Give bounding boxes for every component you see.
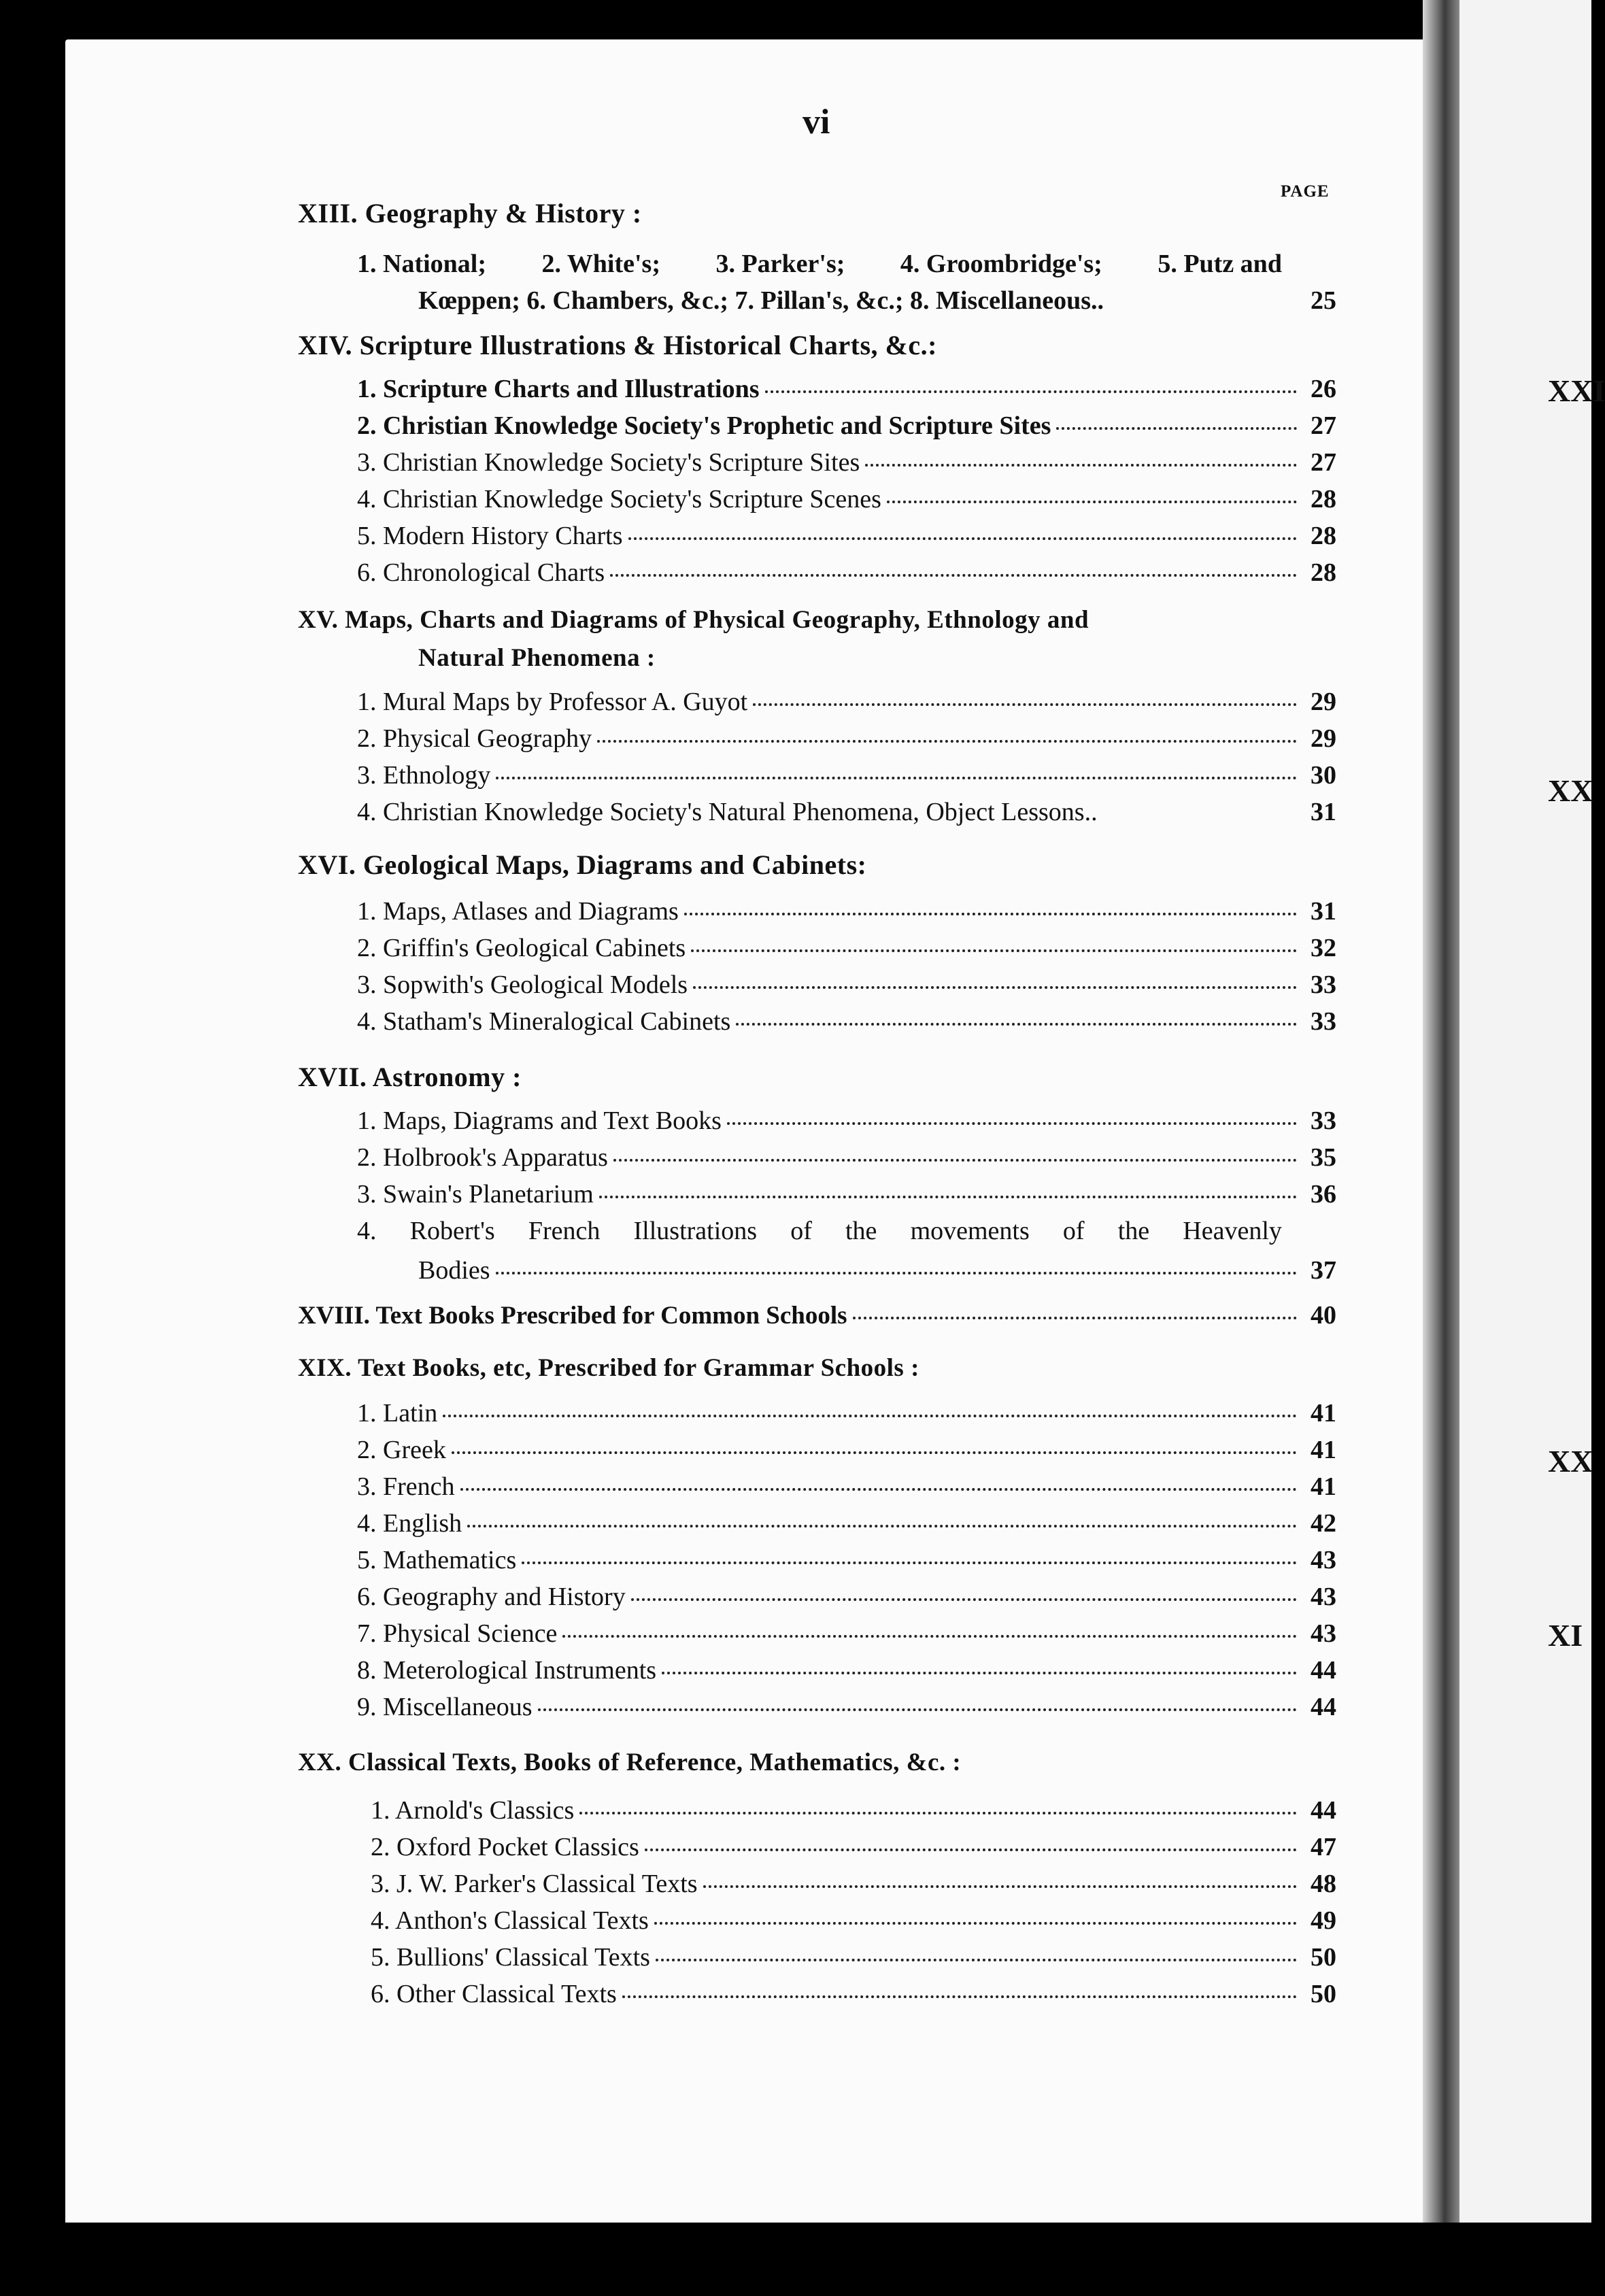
- toc-page-number: 33: [1311, 1107, 1336, 1135]
- dot-leader: [496, 777, 1297, 779]
- toc-entry-label: 1. Scripture Charts and Illustrations: [357, 375, 760, 403]
- toc-entry-label: 1. Maps, Atlases and Diagrams: [357, 897, 679, 926]
- toc-entry-label: 8. Meterological Instruments: [357, 1656, 657, 1685]
- toc-page-number: 33: [1311, 1007, 1336, 1036]
- toc-entry-word: Illustrations: [633, 1217, 758, 1245]
- toc-entry-label: 3. Christian Knowledge Society's Scripture Sites: [357, 448, 860, 477]
- toc-page-number: 32: [1311, 934, 1336, 962]
- toc-entry-label: 2. Oxford Pocket Classics: [371, 1833, 639, 1861]
- toc-entry-label: 3. Swain's Planetarium: [357, 1180, 594, 1209]
- section-heading-continued: Natural Phenomena :: [418, 644, 656, 672]
- toc-entry: [357, 896, 1336, 926]
- toc-entry-part: 2. White's;: [541, 250, 660, 278]
- toc-entry-line: [357, 249, 1282, 279]
- toc-entry: [357, 1619, 1336, 1649]
- toc-entry: [371, 1906, 1336, 1936]
- dot-leader: [496, 1272, 1297, 1274]
- dot-leader: [613, 1159, 1297, 1162]
- dot-leader: [599, 1196, 1297, 1198]
- dot-leader: [622, 1995, 1297, 1998]
- dot-leader: [693, 986, 1297, 989]
- toc-page-number: 31: [1311, 798, 1336, 826]
- toc-page-number: 43: [1311, 1583, 1336, 1611]
- page-column-header: PAGE: [1281, 182, 1330, 201]
- toc-page-number: 27: [1311, 411, 1336, 440]
- toc-page-number: 43: [1311, 1619, 1336, 1648]
- toc-entry-word: Heavenly: [1183, 1217, 1282, 1245]
- dot-leader: [443, 1415, 1297, 1417]
- dot-leader: [645, 1848, 1297, 1851]
- toc-entry: [357, 484, 1336, 514]
- toc-entry-label: 3. J. W. Parker's Classical Texts: [371, 1870, 698, 1898]
- dot-leader: [736, 1023, 1297, 1026]
- toc-page-number: 50: [1311, 1980, 1336, 2008]
- toc-page-number: 40: [1311, 1301, 1336, 1330]
- toc-entry: [418, 1255, 1336, 1285]
- toc-entry-label: 2. Christian Knowledge Society's Prophetic and Scripture Sites: [357, 411, 1051, 440]
- toc-page-number: 42: [1311, 1509, 1336, 1538]
- section-heading: XVI. Geological Maps, Diagrams and Cabinets:: [298, 849, 867, 880]
- toc-entry: [371, 1979, 1336, 2009]
- section-heading: XV. Maps, Charts and Diagrams of Physical Geography, Ethnology and: [298, 606, 1089, 634]
- dot-leader: [597, 740, 1297, 743]
- toc-entry-part: 3. Parker's;: [715, 250, 845, 278]
- toc-entry-label: 1. Mural Maps by Professor A. Guyot: [357, 688, 748, 716]
- adjacent-page-fragment: XXI: [1548, 373, 1605, 408]
- toc-entry: [357, 1106, 1336, 1136]
- toc-entry: [357, 521, 1336, 551]
- toc-entry: [371, 1942, 1336, 1972]
- toc-entry: [357, 1435, 1336, 1465]
- dot-leader: [691, 949, 1297, 952]
- toc-entry: [357, 374, 1336, 404]
- dot-leader: [460, 1488, 1297, 1491]
- toc-entry: [357, 724, 1336, 754]
- toc-entry: [298, 1300, 1336, 1330]
- toc-page-number: 28: [1311, 485, 1336, 513]
- dot-leader: [865, 464, 1297, 467]
- toc-entry-label: 9. Miscellaneous: [357, 1693, 533, 1721]
- toc-page-number: 33: [1311, 970, 1336, 999]
- toc-entry: [357, 448, 1336, 477]
- toc-page-number: 29: [1311, 724, 1336, 753]
- toc-entry-label: 5. Bullions' Classical Texts: [371, 1943, 650, 1972]
- toc-entry-label: 4. Christian Knowledge Society's Natural Phenomena, Object Lessons..: [357, 798, 1098, 826]
- toc-page-number: 25: [1311, 286, 1336, 315]
- adjacent-page-fragment: XI: [1548, 1618, 1583, 1653]
- toc-entry-label: 5. Mathematics: [357, 1546, 517, 1574]
- toc-entry-label: 1. Maps, Diagrams and Text Books: [357, 1107, 722, 1135]
- toc-page-number: 41: [1311, 1436, 1336, 1464]
- section-heading: XIV. Scripture Illustrations & Historical Charts, &c.:: [298, 330, 937, 360]
- toc-entry: [357, 760, 1336, 790]
- toc-page-number: 43: [1311, 1546, 1336, 1574]
- toc-page-number: 28: [1311, 522, 1336, 550]
- section-heading: XVIII. Text Books Prescribed for Common Schools: [298, 1302, 847, 1330]
- book-gutter: [1423, 0, 1459, 2296]
- dot-leader: [538, 1708, 1297, 1711]
- dot-leader: [522, 1561, 1297, 1564]
- toc-entry-label: 6. Chronological Charts: [357, 558, 605, 587]
- toc-entry: [357, 933, 1336, 963]
- toc-page-number: 49: [1311, 1906, 1336, 1935]
- toc-entry-word: movements: [910, 1217, 1030, 1245]
- toc-page-number: 35: [1311, 1143, 1336, 1172]
- toc-entry-label: 5. Modern History Charts: [357, 522, 623, 550]
- toc-entry: [371, 1795, 1336, 1825]
- toc-page-number: 27: [1311, 448, 1336, 477]
- dot-leader: [452, 1451, 1297, 1454]
- toc-entry-word: the: [1117, 1217, 1150, 1245]
- toc-entry-label: 4. Christian Knowledge Society's Scripture Scenes: [357, 485, 881, 513]
- toc-entry-label: 3. Sopwith's Geological Models: [357, 970, 688, 999]
- toc-entry-line: [357, 1216, 1282, 1246]
- dot-leader: [853, 1317, 1297, 1319]
- dot-leader: [562, 1635, 1297, 1638]
- toc-entry-label: 7. Physical Science: [357, 1619, 558, 1648]
- dot-leader: [727, 1122, 1297, 1125]
- toc-entry-word: French: [528, 1217, 601, 1245]
- toc-entry-label: 4. Anthon's Classical Texts: [371, 1906, 649, 1935]
- toc-entry: [357, 1582, 1336, 1612]
- page-number: vi: [802, 103, 830, 141]
- toc-entry: [357, 970, 1336, 1000]
- adjacent-page-fragment: XX: [1548, 1444, 1593, 1479]
- dot-leader: [765, 390, 1297, 393]
- toc-entry-part: 5. Putz and: [1158, 250, 1282, 278]
- toc-entry-label: 1. Latin: [357, 1399, 438, 1428]
- toc-entry-part: 4. Groombridge's;: [900, 250, 1102, 278]
- dot-leader: [662, 1672, 1297, 1674]
- toc-entry-label: 3. French: [357, 1472, 455, 1501]
- toc-page-number: 37: [1311, 1256, 1336, 1285]
- toc-page-number: 26: [1311, 375, 1336, 403]
- toc-entry: [357, 1655, 1336, 1685]
- dot-leader: [684, 913, 1297, 915]
- toc-entry: [371, 1869, 1336, 1899]
- toc-entry-label: 2. Physical Geography: [357, 724, 592, 753]
- toc-entry: [357, 411, 1336, 441]
- toc-entry-label: 4. English: [357, 1509, 462, 1538]
- dot-leader: [467, 1525, 1297, 1527]
- toc-entry: [357, 1179, 1336, 1209]
- toc-page-number: 28: [1311, 558, 1336, 587]
- dot-leader: [887, 501, 1297, 503]
- toc-entry-part: 1. National;: [357, 250, 486, 278]
- toc-entry-word: Robert's: [409, 1217, 495, 1245]
- toc-entry-label: 4. Statham's Mineralogical Cabinets: [357, 1007, 731, 1036]
- toc-page-number: 47: [1311, 1833, 1336, 1861]
- section-heading: XX. Classical Texts, Books of Reference, Mathematics, &c. :: [298, 1749, 962, 1776]
- toc-entry: [357, 687, 1336, 717]
- toc-entry: [357, 1007, 1336, 1036]
- toc-page-number: 30: [1311, 761, 1336, 790]
- toc-page-number: 44: [1311, 1656, 1336, 1685]
- toc-page-number: 41: [1311, 1472, 1336, 1501]
- adjacent-page-edge: [1459, 0, 1605, 2296]
- toc-entry-line: [418, 286, 1336, 316]
- dot-leader: [631, 1598, 1297, 1601]
- dot-leader: [654, 1922, 1297, 1925]
- dot-leader: [656, 1959, 1297, 1961]
- toc-entry: [371, 1832, 1336, 1862]
- toc-entry: [357, 558, 1336, 588]
- dot-leader: [703, 1885, 1297, 1888]
- toc-entry: [357, 1472, 1336, 1502]
- dot-leader: [628, 537, 1297, 540]
- toc-entry-word: of: [1062, 1217, 1085, 1245]
- toc-entry-label: 6. Other Classical Texts: [371, 1980, 617, 2008]
- toc-page-number: 48: [1311, 1870, 1336, 1898]
- toc-entry-word: 4.: [357, 1217, 377, 1245]
- toc-entry: [357, 1692, 1336, 1722]
- toc-entry: [357, 1398, 1336, 1428]
- dot-leader: [753, 703, 1297, 706]
- toc-entry-label: 2. Griffin's Geological Cabinets: [357, 934, 686, 962]
- toc-page-number: 29: [1311, 688, 1336, 716]
- section-heading: XIII. Geography & History :: [298, 198, 642, 229]
- toc-entry-label: 2. Holbrook's Apparatus: [357, 1143, 608, 1172]
- toc-entry-label: Kœppen; 6. Chambers, &c.; 7. Pillan's, &c.; 8. Miscellaneous..: [418, 286, 1104, 315]
- toc-page-number: 36: [1311, 1180, 1336, 1209]
- scan-border: [0, 2223, 1591, 2296]
- toc-page-number: 31: [1311, 897, 1336, 926]
- toc-entry-label: 2. Greek: [357, 1436, 446, 1464]
- toc-entry-word: the: [845, 1217, 877, 1245]
- toc-entry: [357, 1545, 1336, 1575]
- section-heading: XIX. Text Books, etc, Prescribed for Grammar Schools :: [298, 1354, 919, 1382]
- toc-entry-label: 6. Geography and History: [357, 1583, 626, 1611]
- adjacent-page-fragment: XX: [1548, 773, 1593, 808]
- section-heading: XVII. Astronomy :: [298, 1062, 522, 1092]
- toc-entry: [357, 797, 1336, 827]
- toc-entry-label: Bodies: [418, 1256, 490, 1285]
- toc-page-number: 50: [1311, 1943, 1336, 1972]
- toc-entry: [357, 1508, 1336, 1538]
- toc-page-number: 44: [1311, 1693, 1336, 1721]
- toc-entry-label: 1. Arnold's Classics: [371, 1796, 575, 1825]
- dot-leader: [610, 574, 1297, 577]
- toc-page-number: 44: [1311, 1796, 1336, 1825]
- toc-entry-label: 3. Ethnology: [357, 761, 491, 790]
- toc-entry-word: of: [790, 1217, 812, 1245]
- toc-entry: [357, 1143, 1336, 1172]
- dot-leader: [579, 1812, 1297, 1814]
- toc-page-number: 41: [1311, 1399, 1336, 1428]
- dot-leader: [1056, 427, 1297, 430]
